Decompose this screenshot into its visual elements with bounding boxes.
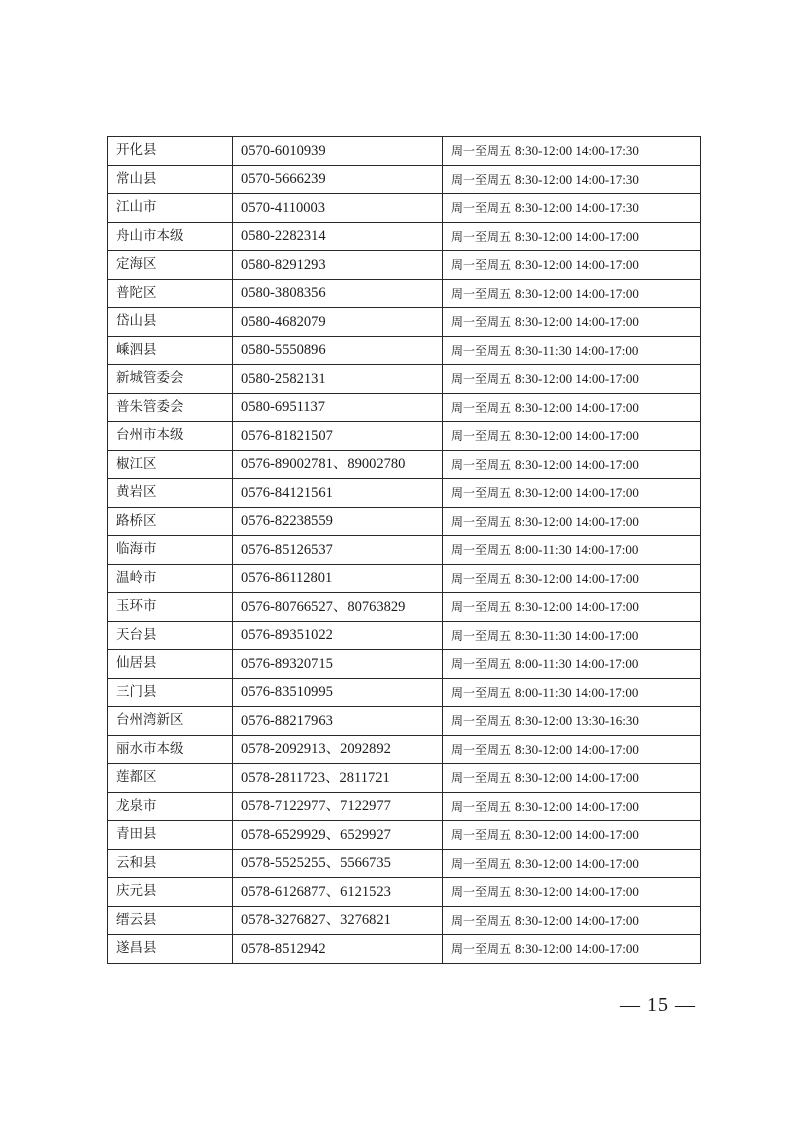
office-days: 周一至周五 — [451, 457, 512, 472]
region-name-cell: 玉环市 — [108, 593, 233, 622]
office-hours-cell — [443, 878, 701, 907]
phone-cell: 0580-8291293 — [233, 251, 443, 280]
phone-cell: 0580-6951137 — [233, 393, 443, 422]
office-hours-cell — [443, 279, 701, 308]
table-row — [108, 764, 701, 793]
office-days: 周一至周五 — [451, 742, 512, 757]
table-row — [108, 222, 701, 251]
phone-cell: 0576-82238559 — [233, 507, 443, 536]
phone-cell: 0576-89351022 — [233, 621, 443, 650]
office-hours-cell — [443, 621, 701, 650]
region-name-cell: 莲都区 — [108, 764, 233, 793]
office-hours-cell — [443, 479, 701, 508]
region-name-cell: 普朱管委会 — [108, 393, 233, 422]
region-name-cell: 台州湾新区 — [108, 707, 233, 736]
table-row — [108, 450, 701, 479]
office-times: 8:30-12:00 14:00-17:00 — [515, 485, 639, 501]
region-name-cell: 岱山县 — [108, 308, 233, 337]
region-name-cell: 天台县 — [108, 621, 233, 650]
office-times: 8:30-12:00 14:00-17:00 — [515, 314, 639, 330]
phone-cell: 0578-7122977、7122977 — [233, 792, 443, 821]
office-times: 8:30-12:00 14:00-17:00 — [515, 884, 639, 900]
table-row — [108, 507, 701, 536]
office-times: 8:30-12:00 14:00-17:00 — [515, 456, 639, 472]
phone-cell: 0576-83510995 — [233, 678, 443, 707]
office-days: 周一至周五 — [451, 543, 512, 558]
office-times: 8:30-12:00 14:00-17:30 — [515, 200, 639, 216]
table-row — [108, 479, 701, 508]
office-hours-cell — [443, 393, 701, 422]
table-row — [108, 536, 701, 565]
office-times: 8:30-12:00 14:00-17:00 — [515, 285, 639, 301]
table-row — [108, 365, 701, 394]
phone-cell: 0576-80766527、80763829 — [233, 593, 443, 622]
region-name-cell: 江山市 — [108, 194, 233, 223]
office-times: 8:30-12:00 14:00-17:00 — [515, 399, 639, 415]
phone-cell: 0576-85126537 — [233, 536, 443, 565]
region-name-cell: 丽水市本级 — [108, 735, 233, 764]
region-name-cell: 缙云县 — [108, 906, 233, 935]
region-name-cell: 三门县 — [108, 678, 233, 707]
phone-cell: 0578-2811723、2811721 — [233, 764, 443, 793]
table-row — [108, 564, 701, 593]
office-hours-cell — [443, 336, 701, 365]
office-hours-cell — [443, 593, 701, 622]
region-name-cell: 新城管委会 — [108, 365, 233, 394]
office-days: 周一至周五 — [451, 571, 512, 586]
office-days: 周一至周五 — [451, 315, 512, 330]
region-name-cell: 路桥区 — [108, 507, 233, 536]
office-days: 周一至周五 — [451, 628, 512, 643]
office-times: 8:30-12:00 14:00-17:00 — [515, 570, 639, 586]
office-days: 周一至周五 — [451, 229, 512, 244]
table-row — [108, 279, 701, 308]
office-hours-cell — [443, 792, 701, 821]
region-name-cell: 遂昌县 — [108, 935, 233, 964]
office-hours-cell — [443, 849, 701, 878]
office-hours-cell — [443, 194, 701, 223]
office-times: 8:30-12:00 14:00-17:30 — [515, 171, 639, 187]
phone-cell: 0576-81821507 — [233, 422, 443, 451]
office-hours-cell — [443, 222, 701, 251]
office-times: 8:00-11:30 14:00-17:00 — [515, 542, 639, 558]
office-hours-cell — [443, 137, 701, 166]
phone-cell: 0576-86112801 — [233, 564, 443, 593]
office-times: 8:30-12:00 14:00-17:00 — [515, 428, 639, 444]
region-name-cell: 临海市 — [108, 536, 233, 565]
office-hours-cell — [443, 935, 701, 964]
office-days: 周一至周五 — [451, 828, 512, 843]
office-hours-cell — [443, 650, 701, 679]
office-times: 8:00-11:30 14:00-17:00 — [515, 656, 639, 672]
region-name-cell: 庆元县 — [108, 878, 233, 907]
phone-cell: 0580-4682079 — [233, 308, 443, 337]
table-row — [108, 137, 701, 166]
office-hours-cell — [443, 707, 701, 736]
region-name-cell: 青田县 — [108, 821, 233, 850]
table-row — [108, 849, 701, 878]
office-hours-cell — [443, 764, 701, 793]
office-times: 8:30-12:00 14:00-17:00 — [515, 827, 639, 843]
office-days: 周一至周五 — [451, 343, 512, 358]
table-row — [108, 251, 701, 280]
office-hours-cell — [443, 821, 701, 850]
office-times: 8:30-12:00 14:00-17:00 — [515, 798, 639, 814]
region-name-cell: 嵊泗县 — [108, 336, 233, 365]
office-times: 8:30-12:00 14:00-17:00 — [515, 228, 639, 244]
office-times: 8:30-12:00 14:00-17:00 — [515, 599, 639, 615]
office-times: 8:30-12:00 14:00-17:00 — [515, 257, 639, 273]
phone-cell: 0578-5525255、5566735 — [233, 849, 443, 878]
phone-cell: 0576-89002781、89002780 — [233, 450, 443, 479]
office-times: 8:30-11:30 14:00-17:00 — [515, 342, 639, 358]
region-name-cell: 龙泉市 — [108, 792, 233, 821]
table-row — [108, 792, 701, 821]
office-times: 8:30-12:00 14:00-17:00 — [515, 371, 639, 387]
phone-cell: 0580-5550896 — [233, 336, 443, 365]
office-hours-cell — [443, 251, 701, 280]
table-row — [108, 878, 701, 907]
office-hours-cell — [443, 678, 701, 707]
office-times: 8:30-12:00 14:00-17:30 — [515, 143, 639, 159]
region-name-cell: 舟山市本级 — [108, 222, 233, 251]
office-days: 周一至周五 — [451, 286, 512, 301]
region-name-cell: 椒江区 — [108, 450, 233, 479]
office-days: 周一至周五 — [451, 771, 512, 786]
table-row — [108, 935, 701, 964]
office-hours-cell — [443, 450, 701, 479]
phone-cell: 0576-84121561 — [233, 479, 443, 508]
office-times: 8:30-12:00 14:00-17:00 — [515, 741, 639, 757]
office-hours-cell — [443, 536, 701, 565]
office-hours-cell — [443, 422, 701, 451]
region-name-cell: 温岭市 — [108, 564, 233, 593]
table-row — [108, 678, 701, 707]
office-days: 周一至周五 — [451, 856, 512, 871]
office-days: 周一至周五 — [451, 429, 512, 444]
table-row — [108, 906, 701, 935]
office-days: 周一至周五 — [451, 714, 512, 729]
page-number: — 15 — — [620, 994, 696, 1016]
region-name-cell: 黄岩区 — [108, 479, 233, 508]
office-hours-cell — [443, 365, 701, 394]
office-hours-cell — [443, 308, 701, 337]
office-days: 周一至周五 — [451, 942, 512, 957]
office-days: 周一至周五 — [451, 400, 512, 415]
region-name-cell: 开化县 — [108, 137, 233, 166]
phone-cell: 0570-4110003 — [233, 194, 443, 223]
office-days: 周一至周五 — [451, 657, 512, 672]
region-name-cell: 仙居县 — [108, 650, 233, 679]
office-hours-cell — [443, 564, 701, 593]
office-days: 周一至周五 — [451, 685, 512, 700]
office-times: 8:30-12:00 14:00-17:00 — [515, 855, 639, 871]
region-name-cell: 常山县 — [108, 165, 233, 194]
table-row — [108, 707, 701, 736]
table-row — [108, 621, 701, 650]
office-hours-cell — [443, 906, 701, 935]
phone-cell: 0580-2582131 — [233, 365, 443, 394]
phone-cell: 0578-8512942 — [233, 935, 443, 964]
phone-cell: 0570-5666239 — [233, 165, 443, 194]
table-row — [108, 165, 701, 194]
office-times: 8:30-12:00 14:00-17:00 — [515, 912, 639, 928]
phone-cell: 0570-6010939 — [233, 137, 443, 166]
table-row — [108, 308, 701, 337]
phone-cell: 0578-3276827、3276821 — [233, 906, 443, 935]
table-row — [108, 735, 701, 764]
phone-cell: 0576-89320715 — [233, 650, 443, 679]
table-row — [108, 194, 701, 223]
phone-cell: 0580-3808356 — [233, 279, 443, 308]
office-times: 8:30-12:00 13:30-16:30 — [515, 713, 639, 729]
phone-cell: 0576-88217963 — [233, 707, 443, 736]
office-times: 8:00-11:30 14:00-17:00 — [515, 684, 639, 700]
office-days: 周一至周五 — [451, 885, 512, 900]
office-hours-cell — [443, 507, 701, 536]
table-row — [108, 593, 701, 622]
region-name-cell: 台州市本级 — [108, 422, 233, 451]
contact-table — [107, 136, 701, 964]
phone-cell: 0578-6529929、6529927 — [233, 821, 443, 850]
region-name-cell: 普陀区 — [108, 279, 233, 308]
office-hours-cell — [443, 165, 701, 194]
contact-table-body — [108, 137, 701, 964]
phone-cell: 0578-6126877、6121523 — [233, 878, 443, 907]
region-name-cell: 定海区 — [108, 251, 233, 280]
office-days: 周一至周五 — [451, 514, 512, 529]
table-row — [108, 336, 701, 365]
phone-cell: 0580-2282314 — [233, 222, 443, 251]
office-days: 周一至周五 — [451, 201, 512, 216]
office-times: 8:30-12:00 14:00-17:00 — [515, 770, 639, 786]
office-days: 周一至周五 — [451, 172, 512, 187]
region-name-cell: 云和县 — [108, 849, 233, 878]
office-days: 周一至周五 — [451, 258, 512, 273]
table-row — [108, 393, 701, 422]
office-days: 周一至周五 — [451, 600, 512, 615]
office-times: 8:30-11:30 14:00-17:00 — [515, 627, 639, 643]
phone-cell: 0578-2092913、2092892 — [233, 735, 443, 764]
table-row — [108, 821, 701, 850]
office-days: 周一至周五 — [451, 799, 512, 814]
office-days: 周一至周五 — [451, 372, 512, 387]
office-hours-cell — [443, 735, 701, 764]
office-days: 周一至周五 — [451, 144, 512, 159]
table-row — [108, 422, 701, 451]
office-times: 8:30-12:00 14:00-17:00 — [515, 941, 639, 957]
office-days: 周一至周五 — [451, 486, 512, 501]
table-row — [108, 650, 701, 679]
office-days: 周一至周五 — [451, 913, 512, 928]
office-times: 8:30-12:00 14:00-17:00 — [515, 513, 639, 529]
